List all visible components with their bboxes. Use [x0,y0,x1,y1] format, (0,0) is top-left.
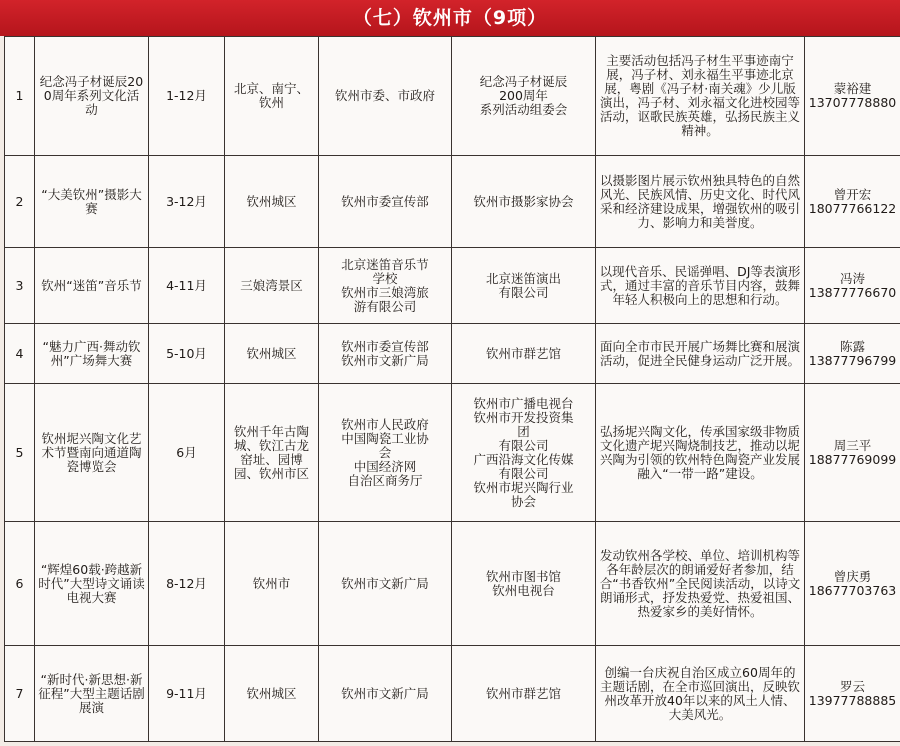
event-description: 以现代音乐、民谣弹唱、DJ等表演形式，通过丰富的音乐节目内容，鼓舞年轻人积极向上的思想和行动。 [596,248,805,324]
event-time: 1-12月 [149,37,225,156]
row-number: 2 [5,156,35,248]
event-organizer: 钦州市摄影家协会 [452,156,596,248]
event-description: 面向全市市民开展广场舞比赛和展演活动，促进全民健身运动广泛开展。 [596,324,805,384]
event-organizer: 纪念冯子材诞辰 200周年 系列活动组委会 [452,37,596,156]
table-row [5,384,900,522]
event-description: 弘扬坭兴陶文化，传承国家级非物质文化遗产坭兴陶烧制技艺，推动以坭兴陶为引领的钦州特色陶瓷产业发展融入“一带一路”建设。 [596,384,805,522]
event-name: 钦州坭兴陶文化艺术节暨南向通道陶瓷博览会 [35,384,149,522]
table-row [5,522,900,646]
event-place: 钦州城区 [225,646,319,742]
event-organizer: 钦州市群艺馆 [452,646,596,742]
event-time: 8-12月 [149,522,225,646]
event-contact: 陈露 13877796799 [805,324,900,384]
event-time: 6月 [149,384,225,522]
row-number: 7 [5,646,35,742]
table-row [5,37,900,156]
event-contact: 罗云 13977788885 [805,646,900,742]
event-place: 北京、南宁、钦州 [225,37,319,156]
event-organizer: 钦州市图书馆 钦州电视台 [452,522,596,646]
event-place: 钦州市 [225,522,319,646]
event-place: 三娘湾景区 [225,248,319,324]
event-contact: 周三平 18877769099 [805,384,900,522]
event-name: “大美钦州”摄影大赛 [35,156,149,248]
event-description: 创编一台庆祝自治区成立60周年的主题话剧，在全市巡回演出，反映钦州改革开放40年以来的风土人情、大美风光。 [596,646,805,742]
event-name: “辉煌60载·跨越新时代”大型诗文诵读电视大赛 [35,522,149,646]
row-number: 5 [5,384,35,522]
event-name: “魅力广西·舞动钦州”广场舞大赛 [35,324,149,384]
section-title: （七）钦州市（9项） [0,0,900,36]
event-host: 北京迷笛音乐节 学校 钦州市三娘湾旅 游有限公司 [319,248,452,324]
event-description: 主要活动包括冯子材生平事迹南宁展，冯子材、刘永福生平事迹北京展，粤剧《冯子材·南关魂》少儿版演出，冯子材、刘永福文化进校园等活动，讴歌民族英雄，弘扬民族主义精神。 [596,37,805,156]
event-host: 钦州市委宣传部 钦州市文新广局 [319,324,452,384]
event-name: “新时代·新思想·新征程”大型主题话剧展演 [35,646,149,742]
event-contact: 冯涛 13877776670 [805,248,900,324]
event-organizer: 钦州市群艺馆 [452,324,596,384]
event-place: 钦州城区 [225,156,319,248]
event-time: 9-11月 [149,646,225,742]
event-host: 钦州市文新广局 [319,646,452,742]
events-table [4,36,900,742]
event-name: 纪念冯子材诞辰200周年系列文化活动 [35,37,149,156]
event-host: 钦州市委、市政府 [319,37,452,156]
row-number: 1 [5,37,35,156]
event-place: 钦州城区 [225,324,319,384]
row-number: 3 [5,248,35,324]
event-time: 4-11月 [149,248,225,324]
table-row [5,156,900,248]
table-row [5,324,900,384]
table-row [5,646,900,742]
event-host: 钦州市委宣传部 [319,156,452,248]
event-host: 钦州市人民政府 中国陶瓷工业协 会 中国经济网 自治区商务厅 [319,384,452,522]
event-place: 钦州千年古陶城、钦江古龙窑址、园博园、钦州市区 [225,384,319,522]
row-number: 6 [5,522,35,646]
event-contact: 曾庆勇 18677703763 [805,522,900,646]
event-name: 钦州“迷笛”音乐节 [35,248,149,324]
event-time: 5-10月 [149,324,225,384]
event-contact: 蒙裕建 13707778880 [805,37,900,156]
event-host: 钦州市文新广局 [319,522,452,646]
event-organizer: 钦州市广播电视台 钦州市开发投资集 团 有限公司 广西沿海文化传媒 有限公司 钦州市坭兴陶行业 协会 [452,384,596,522]
event-contact: 曾开宏 18077766122 [805,156,900,248]
event-description: 以摄影图片展示钦州独具特色的自然风光、民族风情、历史文化、时代风采和经济建设成果，增强钦州的吸引力、影响力和美誉度。 [596,156,805,248]
event-description: 发动钦州各学校、单位、培训机构等各年龄层次的朗诵爱好者参加，结合“书香钦州”全民阅读活动，以诗文朗诵形式，抒发热爱党、热爱祖国、热爱家乡的美好情怀。 [596,522,805,646]
table-row [5,248,900,324]
row-number: 4 [5,324,35,384]
event-organizer: 北京迷笛演出 有限公司 [452,248,596,324]
event-time: 3-12月 [149,156,225,248]
